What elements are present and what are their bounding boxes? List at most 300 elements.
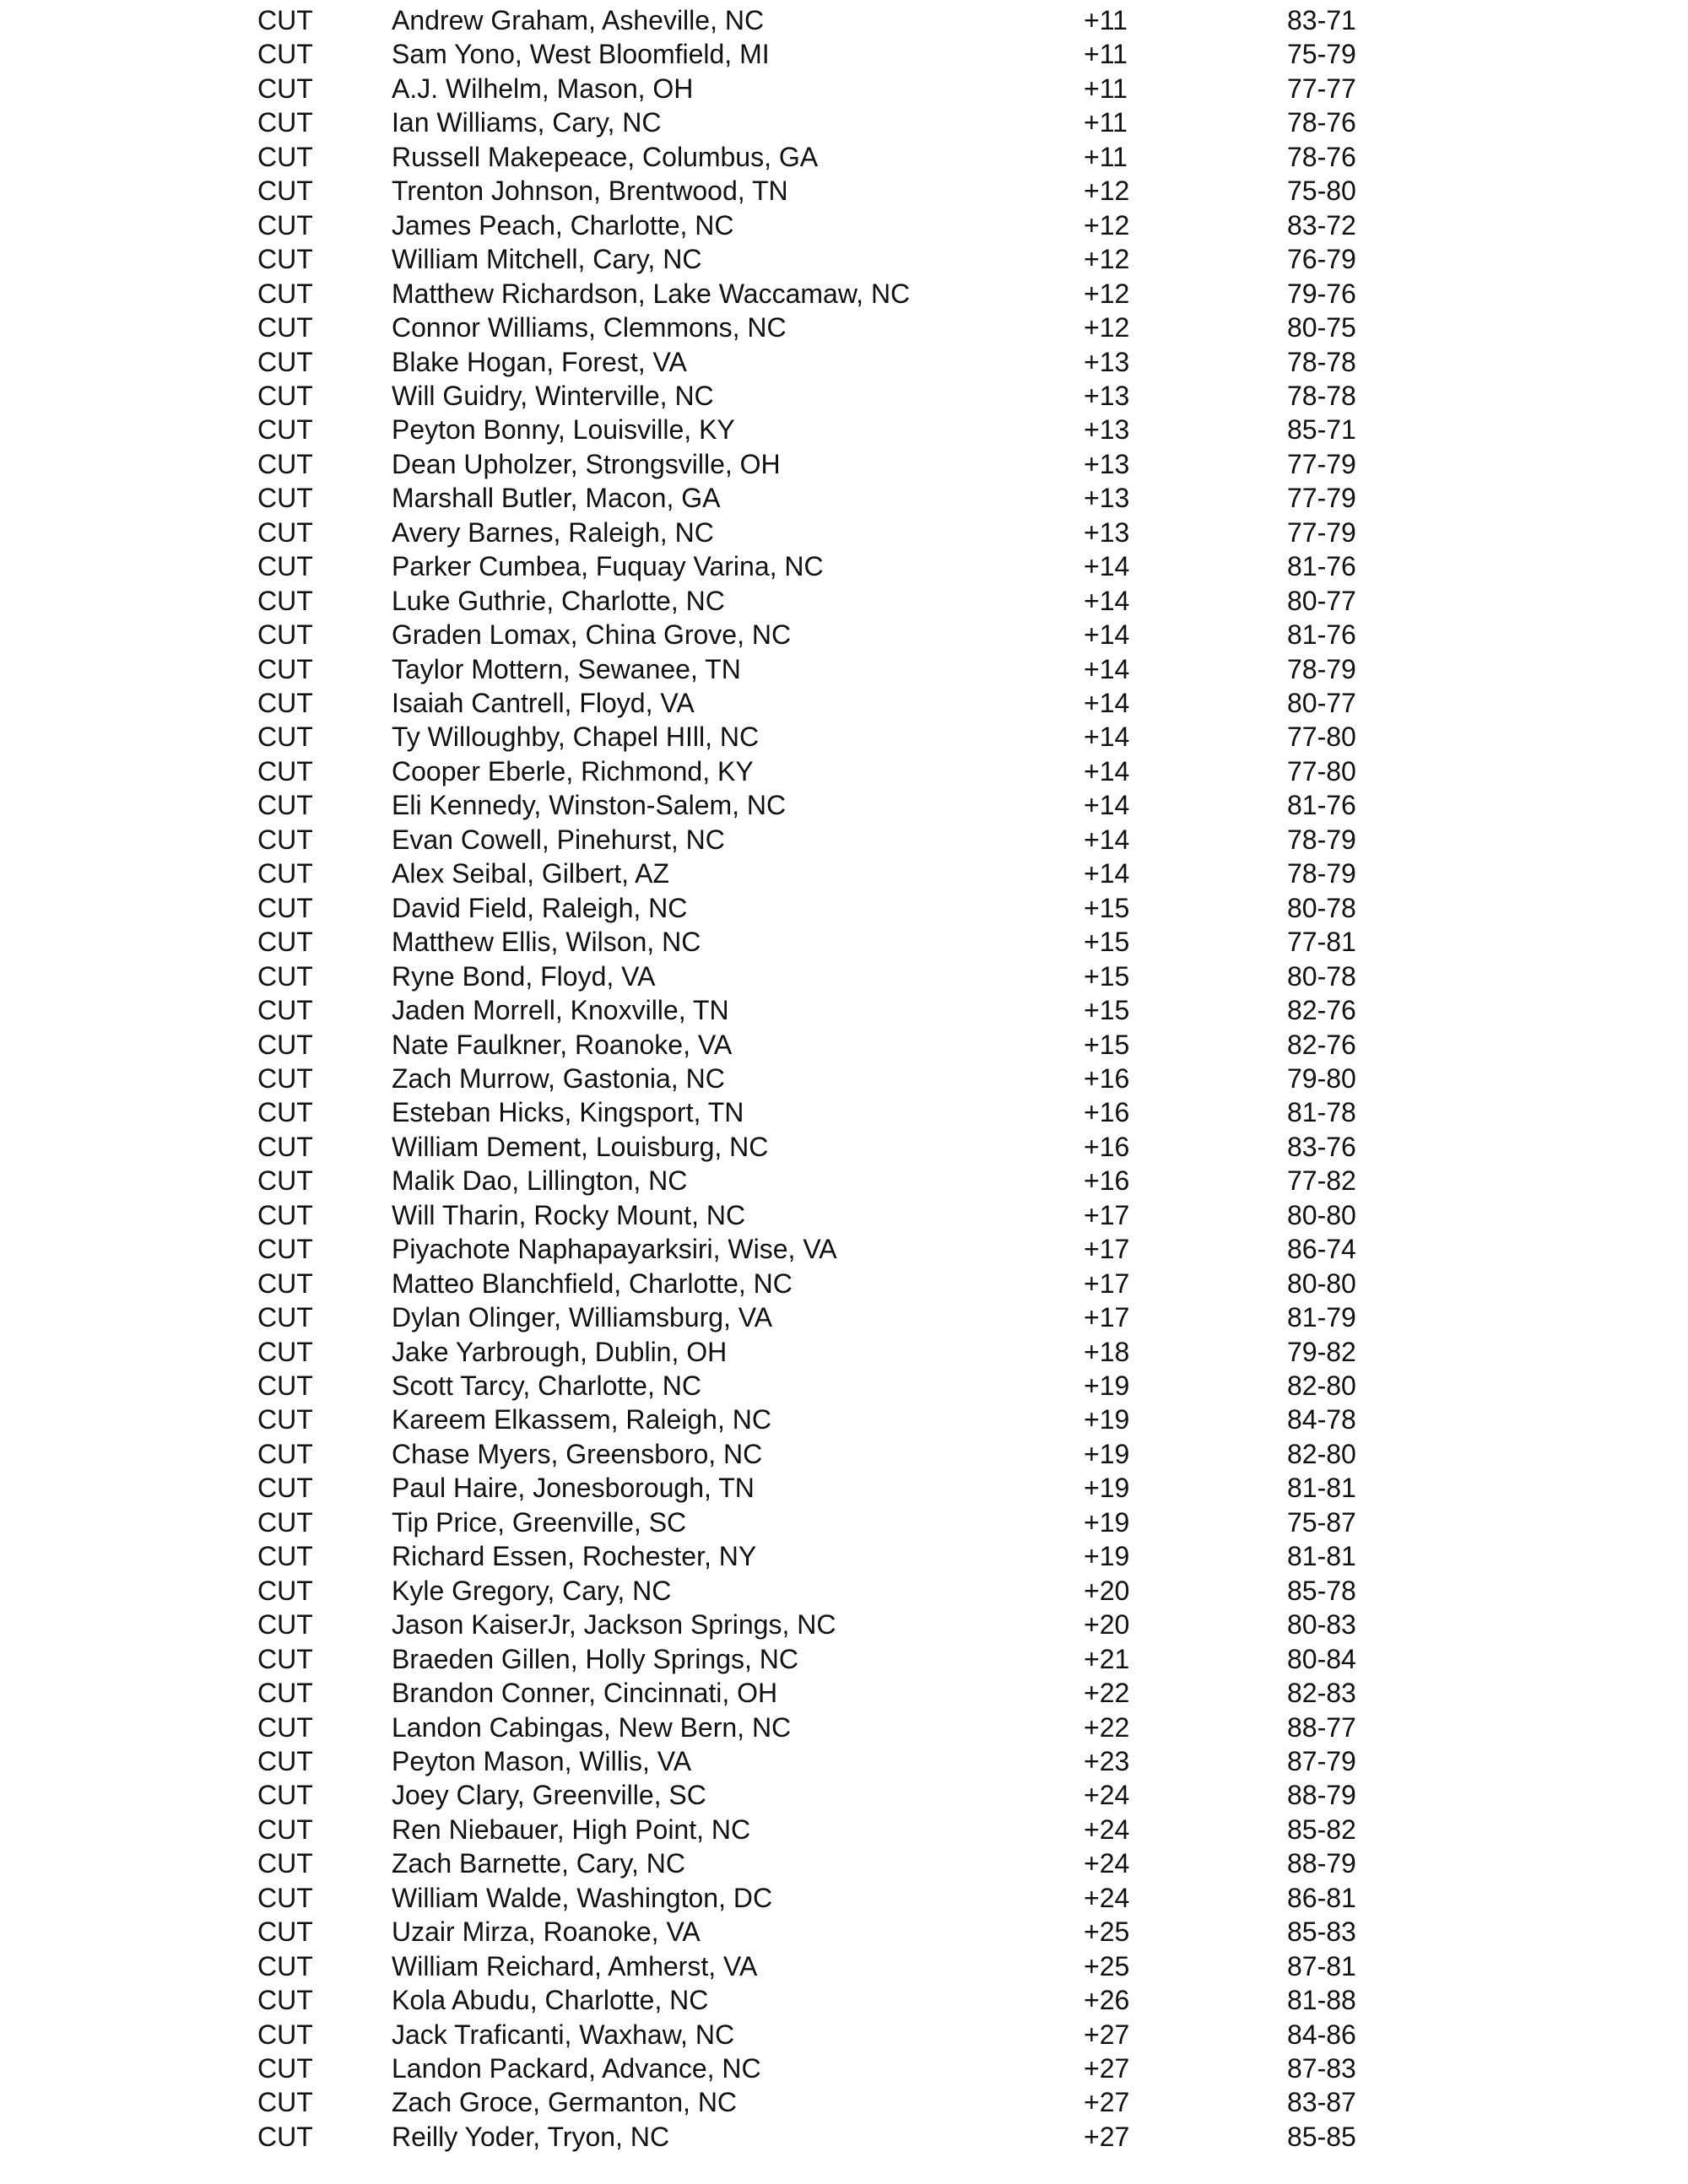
rounds-cell: 82-76 xyxy=(1287,995,1356,1026)
rounds-cell: 85-82 xyxy=(1287,1814,1356,1845)
table-row xyxy=(0,857,1688,890)
to-par-cell: +14 xyxy=(1084,551,1130,582)
status-cell: CUT xyxy=(257,1745,313,1776)
status-cell: CUT xyxy=(257,39,313,70)
to-par-cell: +27 xyxy=(1084,2019,1130,2050)
player-cell: Jaden Morrell, Knoxville, TN xyxy=(392,995,729,1026)
table-row xyxy=(0,960,1688,993)
rounds-cell: 83-87 xyxy=(1287,2087,1356,2118)
to-par-cell: +20 xyxy=(1084,1609,1130,1641)
table-row xyxy=(0,1062,1688,1095)
player-cell: Piyachote Naphapayarksiri, Wise, VA xyxy=(392,1234,837,1265)
to-par-cell: +20 xyxy=(1084,1575,1130,1606)
player-cell: Dylan Olinger, Williamsburg, VA xyxy=(392,1302,773,1333)
to-par-cell: +11 xyxy=(1084,141,1128,172)
status-cell: CUT xyxy=(257,1711,313,1743)
status-cell: CUT xyxy=(257,2087,313,2118)
status-cell: CUT xyxy=(257,1780,313,1811)
rounds-cell: 87-81 xyxy=(1287,1950,1356,1981)
status-cell: CUT xyxy=(257,1473,313,1504)
player-cell: Parker Cumbea, Fuquay Varina, NC xyxy=(392,551,824,582)
status-cell: CUT xyxy=(257,414,313,446)
player-cell: Taylor Mottern, Sewanee, TN xyxy=(392,653,741,684)
table-row xyxy=(0,1608,1688,1641)
player-cell: Paul Haire, Jonesborough, TN xyxy=(392,1473,755,1504)
player-cell: David Field, Raleigh, NC xyxy=(392,892,688,923)
to-par-cell: +24 xyxy=(1084,1814,1130,1845)
player-cell: Uzair Mirza, Roanoke, VA xyxy=(392,1916,701,1948)
table-row xyxy=(0,140,1688,174)
rounds-cell: 82-80 xyxy=(1287,1370,1356,1401)
table-row xyxy=(0,379,1688,413)
rounds-cell: 78-78 xyxy=(1287,380,1356,411)
to-par-cell: +16 xyxy=(1084,1165,1130,1197)
to-par-cell: +14 xyxy=(1084,722,1130,753)
table-row xyxy=(0,1949,1688,1983)
status-cell: CUT xyxy=(257,585,313,616)
rounds-cell: 77-77 xyxy=(1287,73,1356,104)
rounds-cell: 75-80 xyxy=(1287,176,1356,207)
table-row xyxy=(0,277,1688,311)
table-row xyxy=(0,1130,1688,1164)
to-par-cell: +12 xyxy=(1084,312,1130,343)
player-cell: Joey Clary, Greenville, SC xyxy=(392,1780,706,1811)
table-row xyxy=(0,925,1688,959)
table-row xyxy=(0,1471,1688,1505)
to-par-cell: +14 xyxy=(1084,619,1130,651)
status-cell: CUT xyxy=(257,1541,313,1572)
to-par-cell: +13 xyxy=(1084,380,1130,411)
to-par-cell: +24 xyxy=(1084,1780,1130,1811)
to-par-cell: +15 xyxy=(1084,927,1130,958)
table-row xyxy=(0,891,1688,925)
rounds-cell: 80-80 xyxy=(1287,1268,1356,1299)
rounds-cell: 77-79 xyxy=(1287,516,1356,548)
to-par-cell: +25 xyxy=(1084,1916,1130,1948)
rounds-cell: 81-76 xyxy=(1287,790,1356,821)
to-par-cell: +12 xyxy=(1084,176,1130,207)
rounds-cell: 81-78 xyxy=(1287,1097,1356,1128)
player-cell: Tip Price, Greenville, SC xyxy=(392,1506,687,1538)
status-cell: CUT xyxy=(257,1438,313,1469)
table-row xyxy=(0,720,1688,754)
rounds-cell: 80-80 xyxy=(1287,1199,1356,1230)
rounds-cell: 77-80 xyxy=(1287,722,1356,753)
status-cell: CUT xyxy=(257,1062,313,1094)
player-cell: Avery Barnes, Raleigh, NC xyxy=(392,516,714,548)
player-cell: William Walde, Washington, DC xyxy=(392,1882,773,1913)
player-cell: Ryne Bond, Floyd, VA xyxy=(392,960,656,992)
status-cell: CUT xyxy=(257,346,313,377)
status-cell: CUT xyxy=(257,755,313,787)
to-par-cell: +17 xyxy=(1084,1234,1130,1265)
to-par-cell: +12 xyxy=(1084,209,1130,241)
table-row xyxy=(0,549,1688,583)
status-cell: CUT xyxy=(257,2053,313,2084)
player-cell: Peyton Mason, Willis, VA xyxy=(392,1745,692,1776)
table-row xyxy=(0,1711,1688,1744)
table-row xyxy=(0,1983,1688,2017)
status-cell: CUT xyxy=(257,551,313,582)
rounds-cell: 84-86 xyxy=(1287,2019,1356,2050)
player-cell: Evan Cowell, Pinehurst, NC xyxy=(392,824,725,855)
rounds-cell: 82-80 xyxy=(1287,1438,1356,1469)
to-par-cell: +16 xyxy=(1084,1062,1130,1094)
to-par-cell: +14 xyxy=(1084,755,1130,787)
player-cell: Matthew Richardson, Lake Waccamaw, NC xyxy=(392,278,911,309)
to-par-cell: +11 xyxy=(1084,107,1128,138)
rounds-cell: 88-77 xyxy=(1287,1711,1356,1743)
to-par-cell: +17 xyxy=(1084,1302,1130,1333)
player-cell: Eli Kennedy, Winston-Salem, NC xyxy=(392,790,787,821)
player-cell: Isaiah Cantrell, Floyd, VA xyxy=(392,688,695,718)
player-cell: Kyle Gregory, Cary, NC xyxy=(392,1575,672,1606)
rounds-cell: 86-81 xyxy=(1287,1882,1356,1913)
table-row xyxy=(0,105,1688,139)
status-cell: CUT xyxy=(257,688,313,718)
to-par-cell: +15 xyxy=(1084,960,1130,992)
to-par-cell: +19 xyxy=(1084,1404,1130,1435)
status-cell: CUT xyxy=(257,960,313,992)
player-cell: Dean Upholzer, Strongsville, OH xyxy=(392,448,781,479)
rounds-cell: 81-76 xyxy=(1287,551,1356,582)
player-cell: William Mitchell, Cary, NC xyxy=(392,244,702,275)
to-par-cell: +12 xyxy=(1084,244,1130,275)
to-par-cell: +24 xyxy=(1084,1882,1130,1913)
table-row xyxy=(0,208,1688,242)
table-row xyxy=(0,652,1688,686)
player-cell: Scott Tarcy, Charlotte, NC xyxy=(392,1370,701,1401)
table-row xyxy=(0,584,1688,618)
status-cell: CUT xyxy=(257,1916,313,1948)
table-row xyxy=(0,1846,1688,1880)
status-cell: CUT xyxy=(257,5,313,35)
status-cell: CUT xyxy=(257,483,313,514)
table-row xyxy=(0,37,1688,71)
status-cell: CUT xyxy=(257,380,313,411)
status-cell: CUT xyxy=(257,790,313,821)
rounds-cell: 77-80 xyxy=(1287,755,1356,787)
player-cell: Alex Seibal, Gilbert, AZ xyxy=(392,858,670,889)
table-row xyxy=(0,2018,1688,2052)
table-row xyxy=(0,174,1688,208)
table-row xyxy=(0,3,1688,37)
player-cell: Ty Willoughby, Chapel HIll, NC xyxy=(392,722,760,753)
player-cell: Matteo Blanchfield, Charlotte, NC xyxy=(392,1268,793,1299)
rounds-cell: 87-79 xyxy=(1287,1745,1356,1776)
table-row xyxy=(0,2052,1688,2085)
rounds-cell: 78-79 xyxy=(1287,653,1356,684)
table-row xyxy=(0,413,1688,446)
to-par-cell: +17 xyxy=(1084,1199,1130,1230)
table-row xyxy=(0,345,1688,379)
to-par-cell: +13 xyxy=(1084,414,1130,446)
rounds-cell: 82-83 xyxy=(1287,1678,1356,1709)
status-cell: CUT xyxy=(257,1404,313,1435)
status-cell: CUT xyxy=(257,1882,313,1913)
status-cell: CUT xyxy=(257,141,313,172)
status-cell: CUT xyxy=(257,1131,313,1162)
rounds-cell: 78-78 xyxy=(1287,346,1356,377)
rounds-cell: 81-76 xyxy=(1287,619,1356,651)
rounds-cell: 85-71 xyxy=(1287,414,1356,446)
player-cell: Luke Guthrie, Charlotte, NC xyxy=(392,585,725,616)
rounds-cell: 85-83 xyxy=(1287,1916,1356,1948)
table-row xyxy=(0,1437,1688,1471)
to-par-cell: +11 xyxy=(1084,73,1128,104)
rounds-cell: 79-80 xyxy=(1287,1062,1356,1094)
player-cell: Sam Yono, West Bloomfield, MI xyxy=(392,39,770,70)
player-cell: Cooper Eberle, Richmond, KY xyxy=(392,755,754,787)
table-row xyxy=(0,1198,1688,1232)
table-row xyxy=(0,1232,1688,1266)
rounds-cell: 80-78 xyxy=(1287,960,1356,992)
rounds-cell: 87-83 xyxy=(1287,2053,1356,2084)
player-cell: Russell Makepeace, Columbus, GA xyxy=(392,141,819,172)
to-par-cell: +16 xyxy=(1084,1131,1130,1162)
player-cell: Connor Williams, Clemmons, NC xyxy=(392,312,787,343)
status-cell: CUT xyxy=(257,1985,313,2016)
table-row xyxy=(0,242,1688,276)
rounds-cell: 85-85 xyxy=(1287,2121,1356,2152)
status-cell: CUT xyxy=(257,1234,313,1265)
status-cell: CUT xyxy=(257,1643,313,1674)
status-cell: CUT xyxy=(257,892,313,923)
rounds-cell: 81-81 xyxy=(1287,1541,1356,1572)
player-cell: Brandon Conner, Cincinnati, OH xyxy=(392,1678,778,1709)
player-cell: Jack Traficanti, Waxhaw, NC xyxy=(392,2019,735,2050)
to-par-cell: +14 xyxy=(1084,585,1130,616)
status-cell: CUT xyxy=(257,73,313,104)
table-row xyxy=(0,686,1688,720)
player-cell: Graden Lomax, China Grove, NC xyxy=(392,619,792,651)
table-row xyxy=(0,1335,1688,1369)
player-cell: Will Guidry, Winterville, NC xyxy=(392,380,714,411)
table-row xyxy=(0,1744,1688,1778)
status-cell: CUT xyxy=(257,1678,313,1709)
to-par-cell: +13 xyxy=(1084,448,1130,479)
status-cell: CUT xyxy=(257,107,313,138)
rounds-cell: 82-76 xyxy=(1287,1029,1356,1060)
table-row xyxy=(0,618,1688,651)
player-cell: Ren Niebauer, High Point, NC xyxy=(392,1814,751,1845)
table-row xyxy=(0,993,1688,1027)
table-row xyxy=(0,2085,1688,2119)
rounds-cell: 81-79 xyxy=(1287,1302,1356,1333)
to-par-cell: +14 xyxy=(1084,653,1130,684)
to-par-cell: +27 xyxy=(1084,2053,1130,2084)
player-cell: William Reichard, Amherst, VA xyxy=(392,1950,758,1981)
table-row xyxy=(0,1267,1688,1300)
player-cell: William Dement, Louisburg, NC xyxy=(392,1131,769,1162)
status-cell: CUT xyxy=(257,1199,313,1230)
status-cell: CUT xyxy=(257,1268,313,1299)
player-cell: Chase Myers, Greensboro, NC xyxy=(392,1438,763,1469)
status-cell: CUT xyxy=(257,176,313,207)
status-cell: CUT xyxy=(257,1506,313,1538)
table-row xyxy=(0,1369,1688,1403)
status-cell: CUT xyxy=(257,1575,313,1606)
player-cell: Trenton Johnson, Brentwood, TN xyxy=(392,176,788,207)
status-cell: CUT xyxy=(257,1950,313,1981)
table-row xyxy=(0,1403,1688,1436)
to-par-cell: +14 xyxy=(1084,824,1130,855)
rounds-cell: 83-72 xyxy=(1287,209,1356,241)
rounds-cell: 81-88 xyxy=(1287,1985,1356,2016)
rounds-cell: 88-79 xyxy=(1287,1780,1356,1811)
player-cell: Matthew Ellis, Wilson, NC xyxy=(392,927,701,958)
to-par-cell: +22 xyxy=(1084,1711,1130,1743)
status-cell: CUT xyxy=(257,1302,313,1333)
to-par-cell: +13 xyxy=(1084,516,1130,548)
to-par-cell: +12 xyxy=(1084,278,1130,309)
player-cell: Zach Barnette, Cary, NC xyxy=(392,1848,685,1879)
table-row xyxy=(0,1164,1688,1197)
player-cell: A.J. Wilhelm, Mason, OH xyxy=(392,73,694,104)
table-row xyxy=(0,1539,1688,1573)
player-cell: Will Tharin, Rocky Mount, NC xyxy=(392,1199,746,1230)
rounds-cell: 80-83 xyxy=(1287,1609,1356,1641)
to-par-cell: +14 xyxy=(1084,688,1130,718)
table-row xyxy=(0,1915,1688,1949)
player-cell: Esteban Hicks, Kingsport, TN xyxy=(392,1097,744,1128)
rounds-cell: 75-87 xyxy=(1287,1506,1356,1538)
table-row xyxy=(0,1574,1688,1608)
status-cell: CUT xyxy=(257,858,313,889)
to-par-cell: +22 xyxy=(1084,1678,1130,1709)
player-cell: James Peach, Charlotte, NC xyxy=(392,209,734,241)
table-row xyxy=(0,1813,1688,1846)
rounds-cell: 78-76 xyxy=(1287,141,1356,172)
to-par-cell: +14 xyxy=(1084,858,1130,889)
status-cell: CUT xyxy=(257,1097,313,1128)
rounds-cell: 83-71 xyxy=(1287,5,1356,35)
status-cell: CUT xyxy=(257,927,313,958)
player-cell: Andrew Graham, Asheville, NC xyxy=(392,5,765,35)
player-cell: Nate Faulkner, Roanoke, VA xyxy=(392,1029,733,1060)
to-par-cell: +21 xyxy=(1084,1643,1130,1674)
status-cell: CUT xyxy=(257,2121,313,2152)
table-row xyxy=(0,1300,1688,1334)
rounds-cell: 86-74 xyxy=(1287,1234,1356,1265)
status-cell: CUT xyxy=(257,516,313,548)
to-par-cell: +11 xyxy=(1084,39,1128,70)
to-par-cell: +19 xyxy=(1084,1370,1130,1401)
table-row xyxy=(0,1778,1688,1812)
rounds-cell: 88-79 xyxy=(1287,1848,1356,1879)
status-cell: CUT xyxy=(257,824,313,855)
status-cell: CUT xyxy=(257,1029,313,1060)
rounds-cell: 80-84 xyxy=(1287,1643,1356,1674)
player-cell: Reilly Yoder, Tryon, NC xyxy=(392,2121,670,2152)
player-cell: Landon Packard, Advance, NC xyxy=(392,2053,761,2084)
rounds-cell: 78-79 xyxy=(1287,824,1356,855)
table-row xyxy=(0,1506,1688,1539)
rounds-cell: 79-82 xyxy=(1287,1336,1356,1367)
rounds-cell: 84-78 xyxy=(1287,1404,1356,1435)
player-cell: Blake Hogan, Forest, VA xyxy=(392,346,687,377)
rounds-cell: 81-81 xyxy=(1287,1473,1356,1504)
table-row xyxy=(0,1881,1688,1915)
rounds-cell: 79-76 xyxy=(1287,278,1356,309)
status-cell: CUT xyxy=(257,244,313,275)
rounds-cell: 77-82 xyxy=(1287,1165,1356,1197)
to-par-cell: +13 xyxy=(1084,483,1130,514)
player-cell: Peyton Bonny, Louisville, KY xyxy=(392,414,735,446)
status-cell: CUT xyxy=(257,653,313,684)
to-par-cell: +25 xyxy=(1084,1950,1130,1981)
table-row xyxy=(0,823,1688,857)
to-par-cell: +19 xyxy=(1084,1438,1130,1469)
table-row xyxy=(0,447,1688,481)
status-cell: CUT xyxy=(257,209,313,241)
to-par-cell: +19 xyxy=(1084,1506,1130,1538)
status-cell: CUT xyxy=(257,1609,313,1641)
to-par-cell: +17 xyxy=(1084,1268,1130,1299)
rounds-cell: 83-76 xyxy=(1287,1131,1356,1162)
player-cell: Jake Yarbrough, Dublin, OH xyxy=(392,1336,728,1367)
rounds-cell: 77-81 xyxy=(1287,927,1356,958)
status-cell: CUT xyxy=(257,1370,313,1401)
status-cell: CUT xyxy=(257,1814,313,1845)
table-row xyxy=(0,1676,1688,1710)
to-par-cell: +13 xyxy=(1084,346,1130,377)
to-par-cell: +15 xyxy=(1084,995,1130,1026)
to-par-cell: +24 xyxy=(1084,1848,1130,1879)
table-row xyxy=(0,1642,1688,1676)
player-cell: Malik Dao, Lillington, NC xyxy=(392,1165,688,1197)
status-cell: CUT xyxy=(257,278,313,309)
status-cell: CUT xyxy=(257,312,313,343)
player-cell: Jason KaiserJr, Jackson Springs, NC xyxy=(392,1609,836,1641)
to-par-cell: +26 xyxy=(1084,1985,1130,2016)
table-row xyxy=(0,72,1688,105)
to-par-cell: +16 xyxy=(1084,1097,1130,1128)
to-par-cell: +15 xyxy=(1084,892,1130,923)
player-cell: Zach Groce, Germanton, NC xyxy=(392,2087,738,2118)
status-cell: CUT xyxy=(257,995,313,1026)
player-cell: Richard Essen, Rochester, NY xyxy=(392,1541,757,1572)
status-cell: CUT xyxy=(257,619,313,651)
status-cell: CUT xyxy=(257,1336,313,1367)
to-par-cell: +15 xyxy=(1084,1029,1130,1060)
rounds-cell: 85-78 xyxy=(1287,1575,1356,1606)
status-cell: CUT xyxy=(257,2019,313,2050)
player-cell: Zach Murrow, Gastonia, NC xyxy=(392,1062,725,1094)
player-cell: Marshall Butler, Macon, GA xyxy=(392,483,721,514)
rounds-cell: 75-79 xyxy=(1287,39,1356,70)
table-row xyxy=(0,481,1688,515)
table-row xyxy=(0,516,1688,549)
rounds-cell: 80-75 xyxy=(1287,312,1356,343)
table-row xyxy=(0,754,1688,788)
rounds-cell: 76-79 xyxy=(1287,244,1356,275)
player-cell: Braeden Gillen, Holly Springs, NC xyxy=(392,1643,798,1674)
status-cell: CUT xyxy=(257,1848,313,1879)
table-row xyxy=(0,2120,1688,2154)
player-cell: Landon Cabingas, New Bern, NC xyxy=(392,1711,792,1743)
table-row xyxy=(0,311,1688,344)
rounds-cell: 78-79 xyxy=(1287,858,1356,889)
to-par-cell: +11 xyxy=(1084,5,1128,35)
to-par-cell: +27 xyxy=(1084,2087,1130,2118)
table-row xyxy=(0,1095,1688,1129)
rounds-cell: 77-79 xyxy=(1287,483,1356,514)
rounds-cell: 78-76 xyxy=(1287,107,1356,138)
to-par-cell: +19 xyxy=(1084,1541,1130,1572)
rounds-cell: 80-77 xyxy=(1287,585,1356,616)
to-par-cell: +19 xyxy=(1084,1473,1130,1504)
